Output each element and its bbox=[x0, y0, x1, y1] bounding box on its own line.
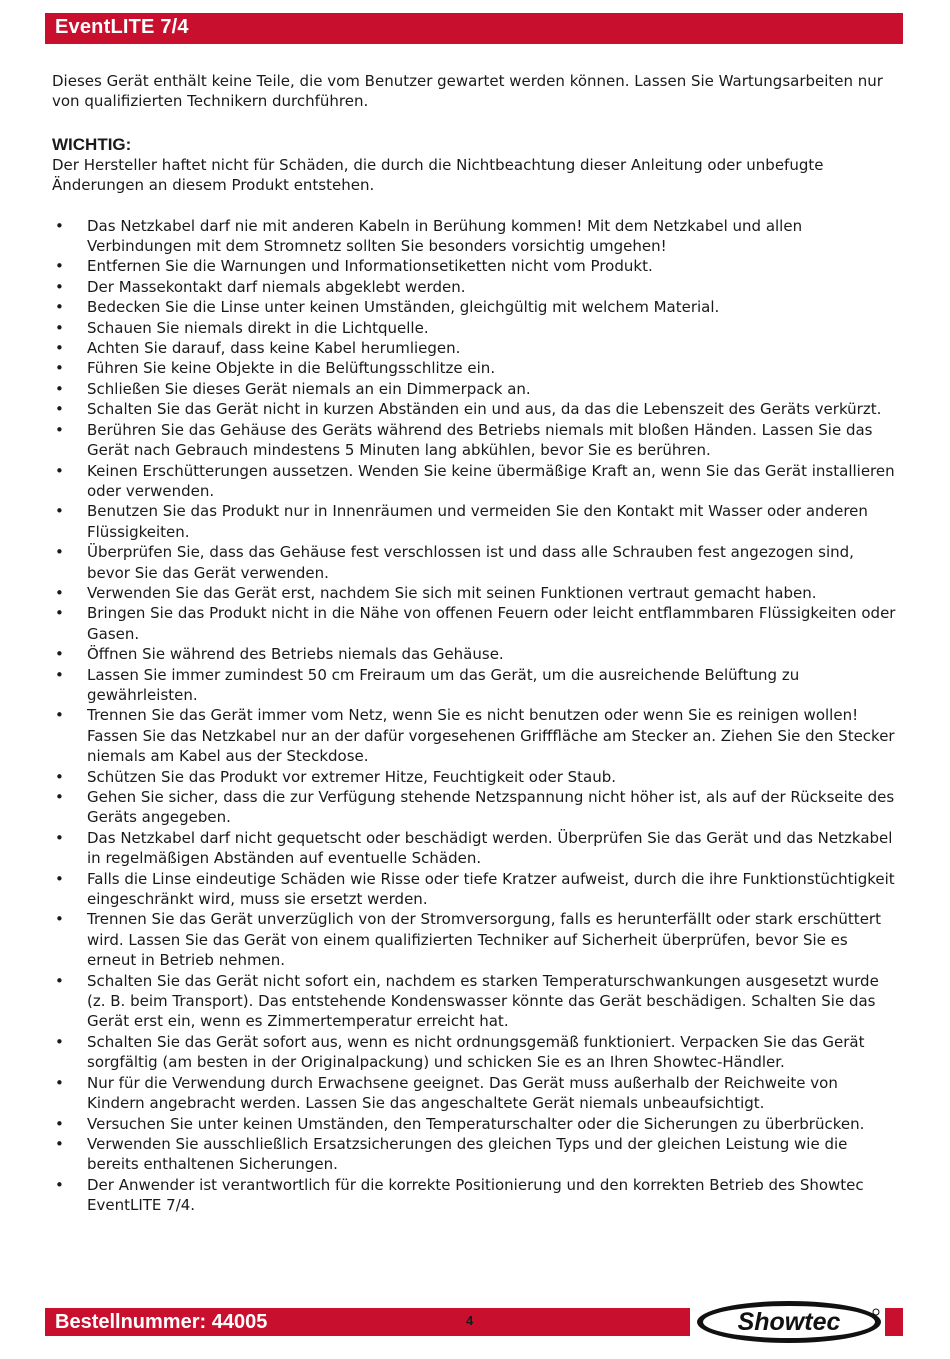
rule-item bbox=[52, 971, 898, 1032]
header-bar bbox=[45, 13, 903, 44]
bullet-icon: • bbox=[55, 1134, 64, 1153]
bullet-icon: • bbox=[55, 1032, 64, 1051]
important-heading: WICHTIG: bbox=[52, 134, 132, 154]
rule-item bbox=[52, 1134, 898, 1175]
bullet-icon: • bbox=[55, 706, 64, 725]
rule-item bbox=[52, 318, 898, 338]
bullet-icon: • bbox=[55, 339, 64, 358]
bullet-icon: • bbox=[55, 1175, 64, 1194]
bullet-icon: • bbox=[55, 298, 64, 317]
rule-item bbox=[52, 461, 898, 502]
rule-item bbox=[52, 767, 898, 787]
bullet-icon: • bbox=[55, 216, 64, 235]
rule-item bbox=[52, 501, 898, 542]
rule-item bbox=[52, 1114, 898, 1134]
intro-paragraph: Dieses Gerät enthält keine Teile, die vom Benutzer gewartet werden können. Lassen Sie Wartungsarbeiten nur von qualifizierten Technikern durchführen. bbox=[52, 72, 883, 111]
bullet-icon: • bbox=[55, 583, 64, 602]
rule-text: Überprüfen Sie, dass das Gehäuse fest verschlossen ist und dass alle Schrauben fest angezogen sind, bevor Sie das Gerät verwenden. bbox=[87, 543, 854, 582]
rule-text: Bringen Sie das Produkt nicht in die Nähe von offenen Feuern oder leicht entflammbaren Flüssigkeiten oder Gasen. bbox=[87, 604, 896, 643]
rule-item bbox=[52, 420, 898, 461]
showtec-logo bbox=[694, 1299, 884, 1345]
important-text: Der Hersteller haftet nicht für Schäden, die durch die Nichtbeachtung dieser Anleitung oder unbefugte Änderungen an diesem Produkt entstehen. bbox=[52, 155, 824, 195]
rule-item bbox=[52, 705, 898, 766]
rule-text: Benutzen Sie das Produkt nur in Innenräumen und vermeiden Sie den Kontakt mit Wasser oder anderen Flüssigkeiten. bbox=[87, 502, 868, 541]
bullet-icon: • bbox=[55, 502, 64, 521]
rule-text: Schalten Sie das Gerät nicht in kurzen Abständen ein und aus, da das die Lebenszeit des Geräts verkürzt. bbox=[87, 400, 882, 419]
rule-text: Verwenden Sie ausschließlich Ersatzsicherungen des gleichen Typs und der gleichen Leistung wie die bereits enthaltenen Sicherungen. bbox=[87, 1134, 848, 1174]
bullet-icon: • bbox=[55, 869, 64, 888]
rule-text: Bedecken Sie die Linse unter keinen Umständen, gleichgültig mit welchem Material. bbox=[87, 298, 720, 317]
rule-item bbox=[52, 338, 898, 358]
rule-text: Gehen Sie sicher, dass die zur Verfügung stehende Netzspannung nicht höher ist, als auf der Rückseite des Geräts angegeben. bbox=[87, 788, 895, 827]
rule-item bbox=[52, 379, 898, 399]
order-number: Bestellnummer: 44005 bbox=[55, 1311, 268, 1333]
bullet-icon: • bbox=[55, 828, 64, 847]
rule-text: Achten Sie darauf, dass keine Kabel herumliegen. bbox=[87, 339, 461, 358]
rule-text: Trennen Sie das Gerät unverzüglich von der Stromversorgung, falls es herunterfällt oder stark erschüttert wird. Lassen Sie das Gerät von einem qualifizierten Techniker auf Sicherheit überprüfen, bevor Sie es erneut in Betrieb nehmen. bbox=[87, 910, 881, 970]
rule-item bbox=[52, 216, 898, 257]
rule-text: Versuchen Sie unter keinen Umständen, den Temperaturschalter oder die Sicherungen zu überbrücken. bbox=[87, 1114, 865, 1133]
bullet-icon: • bbox=[55, 788, 64, 806]
document-title: EventLITE 7/4 bbox=[55, 16, 189, 38]
rule-text: Keinen Erschütterungen aussetzen. Wenden Sie keine übermäßige Kraft an, wenn Sie das Gerät installieren oder verwenden. bbox=[87, 461, 895, 500]
rule-text: Verwenden Sie das Gerät erst, nachdem Sie sich mit seinen Funktionen vertraut gemacht haben. bbox=[87, 583, 817, 602]
rule-text: Schalten Sie das Gerät sofort aus, wenn es nicht ordnungsgemäß funktioniert. Verpacken Sie das Gerät sorgfältig (am besten in der Originalpackung) und schicken Sie es an Ihren Showtec-Händler. bbox=[87, 1032, 865, 1072]
rule-text: Schauen Sie niemals direkt in die Lichtquelle. bbox=[87, 318, 429, 337]
rule-text: Öffnen Sie während des Betriebs niemals das Gehäuse. bbox=[87, 645, 504, 664]
safety-rules-list bbox=[52, 216, 898, 1216]
rule-text: Falls die Linse eindeutige Schäden wie Risse oder tiefe Kratzer aufweist, durch die ihre Funktionstüchtigkeit eingeschränkt wird, muss sie ersetzt werden. bbox=[87, 869, 895, 909]
footer-bar-cap bbox=[885, 1308, 903, 1336]
bullet-icon: • bbox=[55, 420, 64, 439]
registered-mark-icon bbox=[873, 1309, 879, 1315]
bullet-icon: • bbox=[55, 379, 64, 398]
bullet-icon: • bbox=[55, 604, 64, 623]
rule-item bbox=[52, 1175, 898, 1216]
rule-text: Entfernen Sie die Warnungen und Informationsetiketten nicht vom Produkt. bbox=[87, 257, 653, 276]
footer-bar bbox=[45, 1308, 690, 1336]
rule-item bbox=[52, 787, 898, 828]
bullet-icon: • bbox=[55, 767, 64, 786]
rule-text: Schützen Sie das Produkt vor extremer Hitze, Feuchtigkeit oder Staub. bbox=[87, 767, 617, 786]
bullet-icon: • bbox=[55, 665, 64, 684]
rule-item bbox=[52, 644, 898, 664]
bullet-icon: • bbox=[55, 971, 64, 990]
rule-item bbox=[52, 1032, 898, 1073]
rule-item bbox=[52, 297, 898, 317]
rule-text: Das Netzkabel darf nicht gequetscht oder beschädigt werden. Überprüfen Sie das Gerät und das Netzkabel in regelmäßigen Abständen auf eventuelle Schäden. bbox=[87, 828, 893, 868]
rule-text: Berühren Sie das Gehäuse des Geräts während des Betriebs niemals mit bloßen Händen. Lassen Sie das Gerät nach Gebrauch mindestens 5 Minuten lang abkühlen, bevor Sie es berühren. bbox=[87, 420, 873, 460]
rule-text: Schließen Sie dieses Gerät niemals an ein Dimmerpack an. bbox=[87, 379, 531, 398]
bullet-icon: • bbox=[55, 359, 64, 378]
bullet-icon: • bbox=[55, 1073, 64, 1092]
page-number: 4 bbox=[466, 1313, 474, 1328]
rule-text: Führen Sie keine Objekte in die Belüftungsschlitze ein. bbox=[87, 359, 496, 378]
rule-text: Das Netzkabel darf nie mit anderen Kabeln in Berühung kommen! Mit dem Netzkabel und allen Verbindungen mit dem Stromnetz sollten Sie besonders vorsichtig umgehen! bbox=[87, 216, 803, 256]
bullet-icon: • bbox=[55, 318, 64, 337]
rule-item bbox=[52, 358, 898, 378]
rule-item bbox=[52, 869, 898, 910]
bullet-icon: • bbox=[55, 277, 64, 296]
rule-text: Lassen Sie immer zumindest 50 cm Freiraum um das Gerät, um die ausreichende Belüftung zu gewährleisten. bbox=[87, 665, 800, 704]
rule-text: Trennen Sie das Gerät immer vom Netz, wenn Sie es nicht benutzen oder wenn Sie es reinigen wollen! Fassen Sie das Netzkabel nur an der dafür vorgesehenen Grifffläche am Stecker an. Ziehen Sie den Stecker niemals am Kabel aus der Steckdose. bbox=[87, 706, 895, 766]
bullet-icon: • bbox=[55, 257, 64, 276]
rule-text: Nur für die Verwendung durch Erwachsene geeignet. Das Gerät muss außerhalb der Reichweite von Kindern angebracht werden. Lassen Sie das angeschaltete Gerät niemals unbeaufsichtigt. bbox=[87, 1073, 838, 1113]
rule-item bbox=[52, 256, 898, 276]
rule-item bbox=[52, 399, 898, 419]
rule-item bbox=[52, 665, 898, 706]
rule-text: Der Massekontakt darf niemals abgeklebt werden. bbox=[87, 277, 466, 296]
rule-text: Der Anwender ist verantwortlich für die korrekte Positionierung und den korrekten Betrieb des Showtec EventLITE 7/4. bbox=[87, 1175, 864, 1215]
bullet-icon: • bbox=[55, 400, 64, 419]
bullet-icon: • bbox=[55, 543, 64, 562]
bullet-icon: • bbox=[55, 461, 64, 480]
logo-wordmark: Showtec bbox=[737, 1308, 841, 1336]
bullet-icon: • bbox=[55, 645, 64, 664]
rule-item bbox=[52, 1073, 898, 1114]
bullet-icon: • bbox=[55, 910, 64, 929]
page-content bbox=[52, 71, 898, 1216]
rule-item bbox=[52, 583, 898, 603]
rule-item bbox=[52, 828, 898, 869]
rule-text: Schalten Sie das Gerät nicht sofort ein, nachdem es starken Temperaturschwankungen ausgesetzt wurde (z. B. beim Transport). Das entstehende Kondenswasser könnte das Gerät beschädigen. Schalten Sie das Gerät erst ein, wenn es Zimmertemperatur erreicht hat. bbox=[87, 971, 879, 1031]
bullet-icon: • bbox=[55, 1114, 64, 1133]
rule-item bbox=[52, 603, 898, 644]
rule-item bbox=[52, 542, 898, 583]
rule-item bbox=[52, 277, 898, 297]
rule-item bbox=[52, 909, 898, 970]
